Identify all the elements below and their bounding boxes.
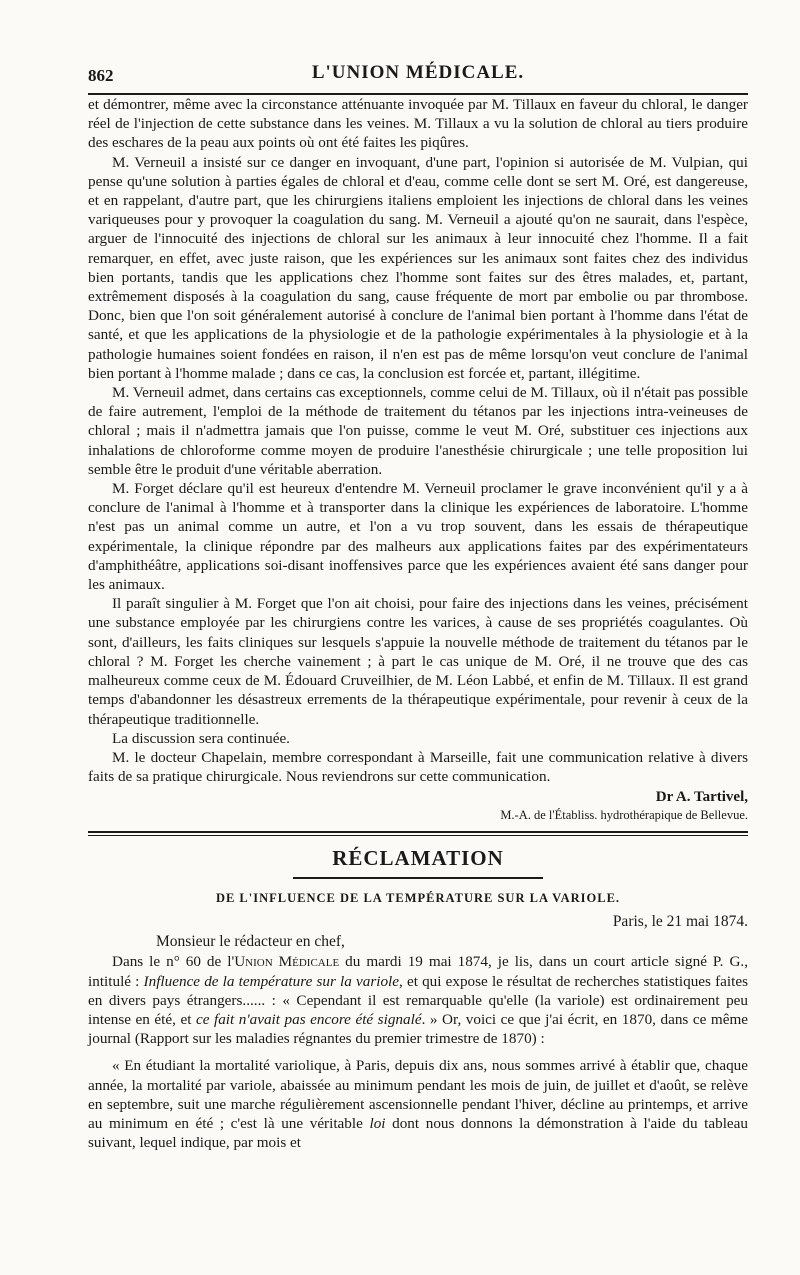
signature-name: Dr A. Tartivel,	[655, 789, 748, 806]
letter-paragraph: Dans le n° 60 de l'Union Médicale du mardi 19 mai 1874, je lis, dans un court article signé P. G., intitulé : Influence de la température sur la variole, et qui expose le résultat de recherches statistiques faites en divers pays étrangers...... : « Cependant il est remarquable qu'elle (la variole) est ordinairement peu intense en été, et ce fait n'avait pas encore été signalé. » Or, voici ce que j'ai écrit, en 1870, dans ce même journal (Rapport sur les maladies régnantes du premier trimestre de 1870) :	[88, 953, 749, 1048]
letter-place-date: Paris, le 21 mai 1874.	[612, 913, 748, 931]
section-divider	[88, 831, 748, 836]
signature-block	[88, 788, 748, 823]
article-title: Influence de la température sur la variole	[143, 972, 400, 990]
letter-quote-paragraph: « En étudiant la mortalité variolique, à Paris, depuis dix ans, nous sommes arrivé à établir que, chaque année, la mortalité par variole, abaissée au minimum pendant les mois de juin, de juillet et d'août, se relève en septembre, suit une marche régulièrement ascensionnelle pendant l'hiver, décline au printemps, et arrive au minimum en été ; c'est là une véritable loi dont nous donnons la démonstration à l'aide du tableau suivant, lequel indique, par mois et	[88, 1057, 748, 1152]
letter-body	[88, 952, 748, 1152]
journal-name: Union Médicale	[234, 953, 340, 971]
emphasis-word: loi	[369, 1114, 386, 1132]
section-subtitle: DE L'INFLUENCE DE LA TEMPÉRATURE SUR LA VARIOLE.	[215, 891, 621, 906]
article-body	[88, 95, 748, 786]
page-header	[88, 0, 748, 95]
section-title: RÉCLAMATION	[332, 846, 504, 871]
signature-affiliation: M.-A. de l'Établiss. hydrothérapique de Bellevue.	[500, 808, 748, 823]
letter-salutation: Monsieur le rédacteur en chef,	[156, 933, 345, 951]
header-rule	[88, 93, 748, 95]
paragraph: M. Verneuil admet, dans certains cas exceptionnels, comme celui de M. Tillaux, où il n'était pas possible de faire autrement, l'emploi de la méthode de traitement du tétanos par les injections intra-veineuses de chloral ; mais il n'admettra jamais que l'on puisse, comme le veut M. Oré, substituer ces injections aux inhalations de chloroforme comme moyen de produire l'anesthésie chirurgicale ; une telle proposition lui semble être le produit d'une véritable aberration.	[88, 384, 748, 478]
running-title: L'UNION MÉDICALE.	[311, 62, 525, 83]
paragraph: et démontrer, même avec la circonstance atténuante invoquée par M. Tillaux en faveur du chloral, le danger réel de l'injection de cette substance dans les veines. M. Tillaux a vu la solution de chloral au tiers produire des eschares de la peau aux points où ont été faites les piqûres.	[88, 96, 748, 152]
paragraph: M. Forget déclare qu'il est heureux d'entendre M. Verneuil proclamer le grave inconvénient qu'il y a à conclure de l'animal à l'homme et à transporter dans la clinique les expériences de laboratoire. L'homme n'est pas un animal comme un autre, et l'on a vu trop souvent, dans les essais de thérapeutique expérimentale, la clinique répondre par des malheurs aux applications faites par des expérimentateurs d'amphithéâtre, applications soi-disant inoffensives parce que les expériences avaient été sans danger pour les animaux.	[88, 480, 748, 594]
quoted-phrase: ce fait n'avait pas encore été signalé	[195, 1010, 422, 1028]
page-number: 862	[88, 66, 114, 85]
paragraph: La discussion sera continuée.	[112, 729, 290, 747]
title-rule	[293, 877, 543, 879]
paragraph: M. le docteur Chapelain, membre correspondant à Marseille, fait une communication relative à divers faits de sa pratique chirurgicale. Nous reviendrons sur cette communication.	[88, 748, 748, 786]
paragraph: Il paraît singulier à M. Forget que l'on ait choisi, pour faire des injections dans les veines, précisément une substance employée par les chirurgiens contre les varices, à cause de ses propriétés coagulantes. Où sont, d'ailleurs, les faits cliniques sur lesquels s'appuie la nouvelle méthode de traitement du tétanos par le chloral ? M. Forget les cherche vainement ; à part le cas unique de M. Oré, il ne trouve que des cas malheureux comme ceux de M. Édouard Cruveilhier, de M. Léon Labbé, et enfin de M. Tillaux. Il est grand temps d'abandonner les désastreux errements de la thérapeutique expérimentale, pour revenir à ceux de la thérapeutique traditionnelle.	[88, 595, 748, 728]
paragraph: M. Verneuil a insisté sur ce danger en invoquant, d'une part, l'opinion si autorisée de M. Vulpian, qui pense qu'une solution à parties égales de chloral et d'eau, comme celle dont se sert M. Oré, est dangereuse, et en rappelant, d'autre part, que les chirurgiens italiens emploient les injections de chloral dans les veines variqueuses pour y provoquer la coagulation du sang. M. Verneuil a ajouté qu'on ne saurait, dans l'espèce, arguer de l'innocuité des injections de chloral sur les animaux à leur innocuité chez l'homme. Il a fait remarquer, en effet, avec juste raison, que les expériences sur les animaux sont faites chez des individus bien portants, tandis que les applications chez l'homme sont faites sur des êtres malades, et, partant, extrêmement disposés à la coagulation du sang, cause fréquente de mort par embolie ou par thrombose. Donc, bien que l'on soit généralement autorisé à conclure de l'animal bien portant à l'homme dans l'état de santé, et que les applications de la physiologie et de la pathologie expérimentales à la physiologie et à la pathologie humaines soient fondées en raison, il n'en est pas de même lorsqu'on veut conclure de l'animal bien portant à l'homme malade ; dans ce cas, la conclusion est forcée et, partant, illégitime.	[88, 153, 748, 382]
